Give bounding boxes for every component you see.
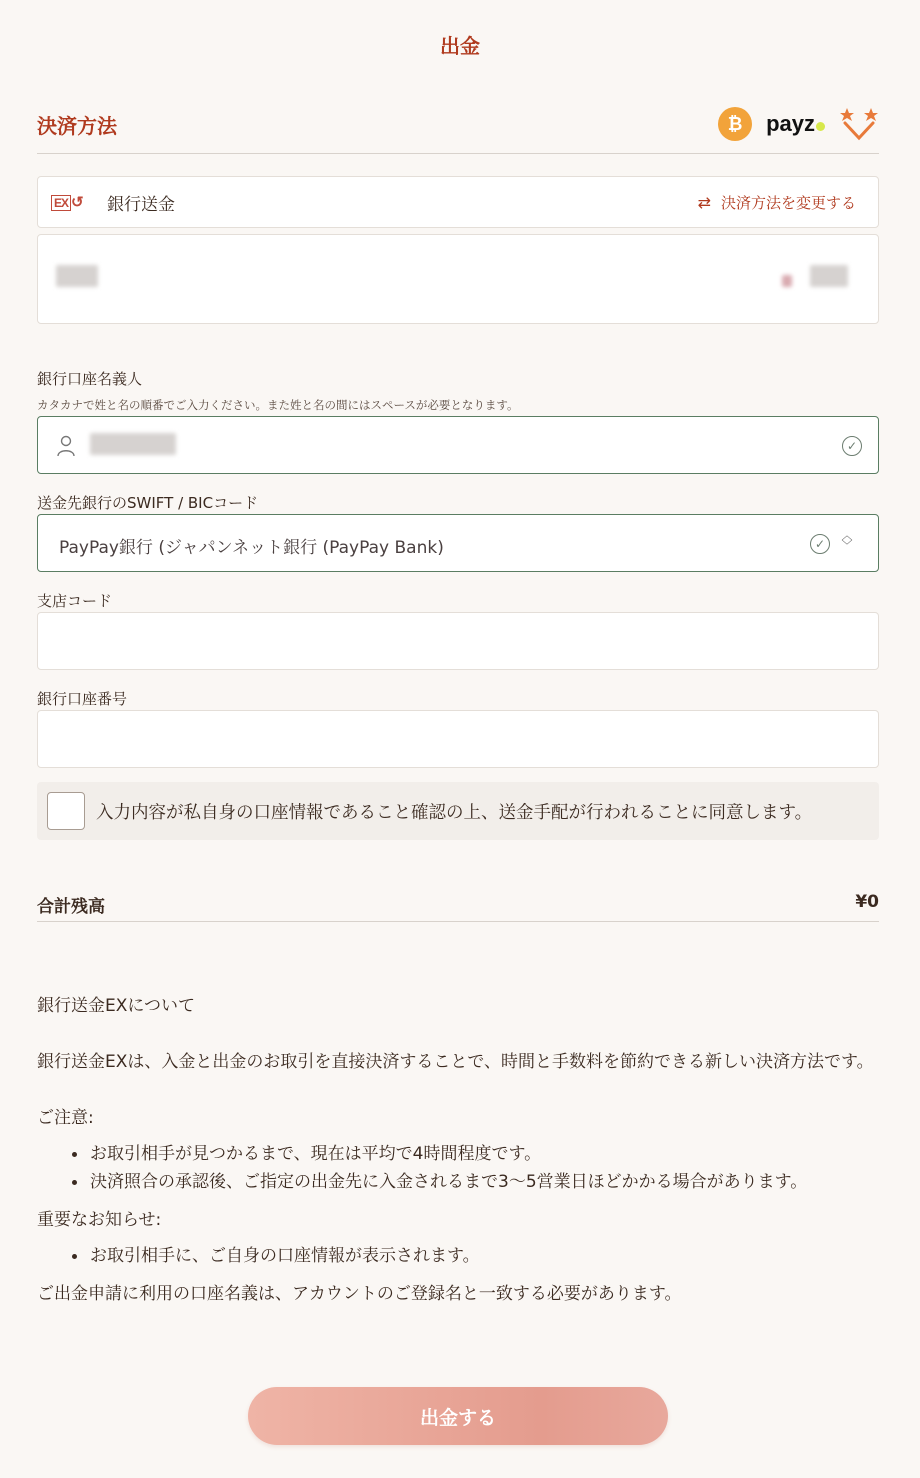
page-title: 出金 [440,34,480,58]
chevron-updown-icon: ︿ ﹀ [841,529,853,552]
method-name: 銀行送金 [107,195,175,215]
provider-logos [718,104,879,144]
list-item: お取引相手が見つかるまで、現在は平均で4時間程度です。 [90,1140,879,1168]
redacted-mark [782,275,792,287]
payz-logo: payz [766,111,825,137]
withdraw-button[interactable]: 出金する [248,1387,668,1445]
change-method-link[interactable] [698,192,856,213]
caution-list [37,1140,879,1196]
footer-note: ご出金申請に利用の口座名義は、アカウントのご登録名と一致する必要があります。 [37,1284,682,1304]
swift-select[interactable] [37,514,879,572]
branch-code-input[interactable] [37,612,879,670]
consent-row [37,782,879,840]
redacted-text [56,265,98,287]
consent-checkbox[interactable] [47,792,85,830]
account-holder-label: 銀行口座名義人 [37,370,143,388]
branch-code-label: 支店コード [37,592,113,610]
user-icon [56,435,76,457]
selected-method-box [37,176,879,228]
account-number-input[interactable] [37,710,879,768]
valid-check-icon: ✓ [842,436,862,456]
ex-logo: EX ↺ [51,193,83,211]
account-number-label: 銀行口座番号 [37,690,128,708]
account-info-box [37,234,879,324]
change-method-label: 決済方法を変更する [720,194,856,212]
bitcoin-logo: ₿ [718,107,752,141]
redacted-name [90,433,176,455]
swap-icon: ⇄ [697,193,711,212]
total-balance-label: 合計残高 [37,897,105,917]
valid-check-icon: ✓ [810,534,830,554]
account-holder-input[interactable] [37,416,879,474]
list-item: 決済照合の承認後、ご指定の出金先に入金されるまで3〜5営業日ほどかかる場合があります。 [90,1168,879,1196]
swift-select-value: PayPay銀行 (ジャパンネット銀行 (PayPay Bank) [59,538,444,558]
notice-list [37,1242,879,1270]
notice-title: 重要なお知らせ: [37,1210,162,1230]
consent-text: 入力内容が私自身の口座情報であること確認の上、送金手配が行われることに同意します。 [96,803,813,823]
payment-method-header [37,100,879,154]
account-holder-hint: カタカナで姓と名の順番でご入力ください。また姓と名の間にはスペースが必要となります。 [37,398,519,412]
about-description: 銀行送金EXは、入金と出金のお取引を直接決済することで、時間と手数料を節約できる新しい決済方法です。 [37,1052,874,1072]
redacted-text [810,265,848,287]
caution-title: ご注意: [37,1108,94,1128]
about-section [37,992,879,1308]
section-title: 決済方法 [37,114,117,138]
swift-label: 送金先銀行のSWIFT / BICコード [37,494,259,512]
total-balance-value: ¥0 [855,892,879,912]
about-heading: 銀行送金EXについて [37,996,196,1016]
total-balance-row [37,884,879,922]
list-item: お取引相手に、ご自身の口座情報が表示されます。 [90,1242,879,1270]
star-logo [839,106,879,142]
